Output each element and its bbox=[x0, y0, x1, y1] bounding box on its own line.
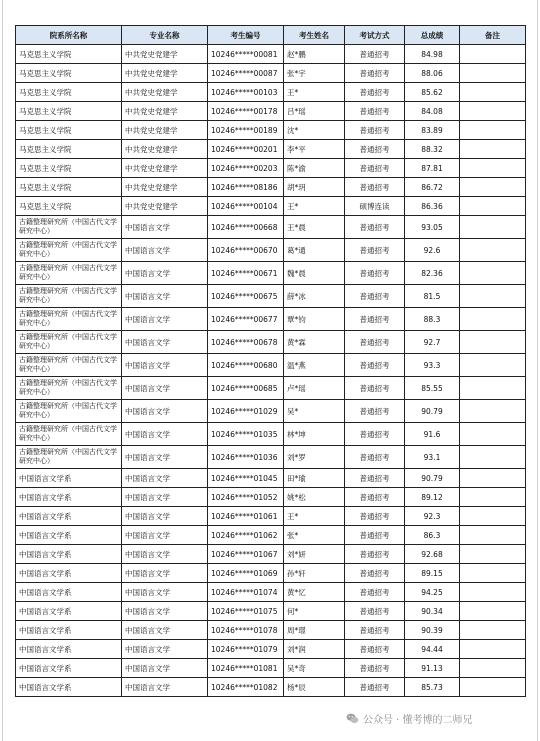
cell-major: 中共党史党建学 bbox=[122, 83, 208, 102]
cell-exam-method: 普通招考 bbox=[345, 45, 405, 64]
cell-candidate-name: 王* bbox=[284, 83, 345, 102]
cell-candidate-id: 10246*****00104 bbox=[208, 197, 284, 216]
cell-department: 马克思主义学院 bbox=[16, 178, 122, 197]
cell-remarks bbox=[460, 45, 526, 64]
cell-candidate-id: 10246*****00189 bbox=[208, 121, 284, 140]
cell-exam-method: 普通招考 bbox=[345, 64, 405, 83]
cell-total-score: 90.79 bbox=[405, 400, 460, 423]
cell-major: 中国语言文学 bbox=[122, 354, 208, 377]
cell-department: 古籍整理研究所（中国古代文学研究中心） bbox=[16, 262, 122, 285]
table-row bbox=[16, 526, 526, 545]
cell-total-score: 86.3 bbox=[405, 526, 460, 545]
cell-candidate-name: 王* bbox=[284, 507, 345, 526]
table-row bbox=[16, 564, 526, 583]
cell-total-score: 90.79 bbox=[405, 469, 460, 488]
cell-remarks bbox=[460, 583, 526, 602]
cell-major: 中共党史党建学 bbox=[122, 102, 208, 121]
cell-total-score: 86.36 bbox=[405, 197, 460, 216]
cell-candidate-name: 周*璟 bbox=[284, 621, 345, 640]
cell-remarks bbox=[460, 678, 526, 697]
table-row bbox=[16, 423, 526, 446]
table-row bbox=[16, 239, 526, 262]
cell-exam-method: 普通招考 bbox=[345, 216, 405, 239]
cell-candidate-id: 10246*****00081 bbox=[208, 45, 284, 64]
cell-major: 中国语言文学 bbox=[122, 331, 208, 354]
cell-major: 中国语言文学 bbox=[122, 446, 208, 469]
cell-major: 中国语言文学 bbox=[122, 564, 208, 583]
cell-major: 中国语言文学 bbox=[122, 507, 208, 526]
cell-candidate-id: 10246*****01081 bbox=[208, 659, 284, 678]
cell-candidate-name: 沈* bbox=[284, 121, 345, 140]
cell-total-score: 81.5 bbox=[405, 285, 460, 308]
cell-department: 中国语言文学系 bbox=[16, 678, 122, 697]
cell-candidate-id: 10246*****00680 bbox=[208, 354, 284, 377]
cell-total-score: 93.3 bbox=[405, 354, 460, 377]
table-row bbox=[16, 285, 526, 308]
cell-exam-method: 普通招考 bbox=[345, 377, 405, 400]
cell-major: 中国语言文学 bbox=[122, 308, 208, 331]
table-row bbox=[16, 102, 526, 121]
cell-candidate-id: 10246*****00677 bbox=[208, 308, 284, 331]
cell-department: 中国语言文学系 bbox=[16, 469, 122, 488]
cell-remarks bbox=[460, 659, 526, 678]
cell-candidate-id: 10246*****01082 bbox=[208, 678, 284, 697]
table-row bbox=[16, 621, 526, 640]
cell-remarks bbox=[460, 121, 526, 140]
table-row bbox=[16, 140, 526, 159]
cell-total-score: 88.3 bbox=[405, 308, 460, 331]
cell-major: 中国语言文学 bbox=[122, 423, 208, 446]
cell-exam-method: 普通招考 bbox=[345, 121, 405, 140]
cell-department: 中国语言文学系 bbox=[16, 640, 122, 659]
cell-total-score: 87.81 bbox=[405, 159, 460, 178]
cell-remarks bbox=[460, 216, 526, 239]
header-major: 专业名称 bbox=[122, 26, 208, 45]
cell-exam-method: 硕博连读 bbox=[345, 197, 405, 216]
cell-department: 古籍整理研究所（中国古代文学研究中心） bbox=[16, 423, 122, 446]
table-header-row bbox=[16, 26, 526, 45]
cell-candidate-name: 王*晨 bbox=[284, 216, 345, 239]
cell-total-score: 91.6 bbox=[405, 423, 460, 446]
cell-candidate-id: 10246*****01067 bbox=[208, 545, 284, 564]
cell-candidate-id: 10246*****01074 bbox=[208, 583, 284, 602]
cell-candidate-name: 吴*奇 bbox=[284, 659, 345, 678]
table-row bbox=[16, 262, 526, 285]
cell-major: 中国语言文学 bbox=[122, 545, 208, 564]
cell-major: 中国语言文学 bbox=[122, 678, 208, 697]
table-row bbox=[16, 659, 526, 678]
cell-total-score: 84.08 bbox=[405, 102, 460, 121]
table-row bbox=[16, 216, 526, 239]
cell-candidate-id: 10246*****01069 bbox=[208, 564, 284, 583]
cell-exam-method: 普通招考 bbox=[345, 331, 405, 354]
cell-department: 马克思主义学院 bbox=[16, 140, 122, 159]
cell-remarks bbox=[460, 140, 526, 159]
cell-candidate-name: 姚*松 bbox=[284, 488, 345, 507]
cell-candidate-id: 10246*****00201 bbox=[208, 140, 284, 159]
cell-major: 中国语言文学 bbox=[122, 216, 208, 239]
cell-candidate-name: 张*宇 bbox=[284, 64, 345, 83]
cell-exam-method: 普通招考 bbox=[345, 659, 405, 678]
table-row bbox=[16, 178, 526, 197]
cell-remarks bbox=[460, 423, 526, 446]
cell-remarks bbox=[460, 377, 526, 400]
cell-major: 中国语言文学 bbox=[122, 583, 208, 602]
cell-remarks bbox=[460, 446, 526, 469]
cell-candidate-id: 10246*****00668 bbox=[208, 216, 284, 239]
cell-major: 中国语言文学 bbox=[122, 488, 208, 507]
cell-remarks bbox=[460, 102, 526, 121]
cell-major: 中国语言文学 bbox=[122, 262, 208, 285]
table-row bbox=[16, 469, 526, 488]
cell-candidate-id: 10246*****01052 bbox=[208, 488, 284, 507]
cell-exam-method: 普通招考 bbox=[345, 83, 405, 102]
cell-department: 中国语言文学系 bbox=[16, 621, 122, 640]
cell-total-score: 85.55 bbox=[405, 377, 460, 400]
cell-remarks bbox=[460, 285, 526, 308]
cell-candidate-id: 10246*****00675 bbox=[208, 285, 284, 308]
cell-total-score: 92.68 bbox=[405, 545, 460, 564]
cell-remarks bbox=[460, 83, 526, 102]
cell-major: 中国语言文学 bbox=[122, 659, 208, 678]
cell-total-score: 84.98 bbox=[405, 45, 460, 64]
cell-candidate-id: 10246*****01061 bbox=[208, 507, 284, 526]
cell-major: 中共党史党建学 bbox=[122, 197, 208, 216]
cell-exam-method: 普通招考 bbox=[345, 488, 405, 507]
cell-candidate-id: 10246*****01078 bbox=[208, 621, 284, 640]
cell-department: 古籍整理研究所（中国古代文学研究中心） bbox=[16, 377, 122, 400]
cell-total-score: 90.34 bbox=[405, 602, 460, 621]
cell-total-score: 89.12 bbox=[405, 488, 460, 507]
cell-department: 马克思主义学院 bbox=[16, 121, 122, 140]
cell-total-score: 93.1 bbox=[405, 446, 460, 469]
cell-exam-method: 普通招考 bbox=[345, 140, 405, 159]
cell-exam-method: 普通招考 bbox=[345, 354, 405, 377]
cell-exam-method: 普通招考 bbox=[345, 545, 405, 564]
cell-remarks bbox=[460, 354, 526, 377]
cell-major: 中国语言文学 bbox=[122, 602, 208, 621]
cell-total-score: 86.72 bbox=[405, 178, 460, 197]
table-row bbox=[16, 64, 526, 83]
cell-candidate-id: 10246*****00678 bbox=[208, 331, 284, 354]
table-row bbox=[16, 488, 526, 507]
cell-exam-method: 普通招考 bbox=[345, 423, 405, 446]
cell-candidate-id: 10246*****00685 bbox=[208, 377, 284, 400]
cell-department: 古籍整理研究所（中国古代文学研究中心） bbox=[16, 331, 122, 354]
cell-exam-method: 普通招考 bbox=[345, 308, 405, 331]
cell-department: 马克思主义学院 bbox=[16, 197, 122, 216]
cell-total-score: 94.25 bbox=[405, 583, 460, 602]
cell-total-score: 85.73 bbox=[405, 678, 460, 697]
cell-major: 中国语言文学 bbox=[122, 640, 208, 659]
cell-candidate-name: 陈*渝 bbox=[284, 159, 345, 178]
table-row bbox=[16, 583, 526, 602]
cell-department: 马克思主义学院 bbox=[16, 64, 122, 83]
cell-candidate-name: 薛*冰 bbox=[284, 285, 345, 308]
cell-remarks bbox=[460, 331, 526, 354]
cell-exam-method: 普通招考 bbox=[345, 239, 405, 262]
cell-major: 中国语言文学 bbox=[122, 469, 208, 488]
cell-candidate-id: 10246*****01035 bbox=[208, 423, 284, 446]
cell-department: 古籍整理研究所（中国古代文学研究中心） bbox=[16, 446, 122, 469]
cell-candidate-id: 10246*****00670 bbox=[208, 239, 284, 262]
cell-exam-method: 普通招考 bbox=[345, 507, 405, 526]
cell-remarks bbox=[460, 308, 526, 331]
cell-department: 中国语言文学系 bbox=[16, 545, 122, 564]
cell-candidate-name: 葛*通 bbox=[284, 239, 345, 262]
cell-remarks bbox=[460, 178, 526, 197]
cell-remarks bbox=[460, 545, 526, 564]
cell-exam-method: 普通招考 bbox=[345, 446, 405, 469]
cell-candidate-name: 林*坤 bbox=[284, 423, 345, 446]
cell-candidate-id: 10246*****00178 bbox=[208, 102, 284, 121]
cell-candidate-id: 10246*****01045 bbox=[208, 469, 284, 488]
cell-total-score: 92.7 bbox=[405, 331, 460, 354]
cell-exam-method: 普通招考 bbox=[345, 602, 405, 621]
cell-candidate-name: 王* bbox=[284, 197, 345, 216]
cell-remarks bbox=[460, 602, 526, 621]
cell-department: 中国语言文学系 bbox=[16, 583, 122, 602]
cell-department: 古籍整理研究所（中国古代文学研究中心） bbox=[16, 216, 122, 239]
cell-total-score: 92.3 bbox=[405, 507, 460, 526]
cell-candidate-name: 温*燕 bbox=[284, 354, 345, 377]
table-row bbox=[16, 678, 526, 697]
cell-department: 中国语言文学系 bbox=[16, 526, 122, 545]
cell-total-score: 89.15 bbox=[405, 564, 460, 583]
cell-major: 中国语言文学 bbox=[122, 400, 208, 423]
table-row bbox=[16, 83, 526, 102]
cell-total-score: 92.6 bbox=[405, 239, 460, 262]
cell-major: 中共党史党建学 bbox=[122, 64, 208, 83]
table-row bbox=[16, 446, 526, 469]
cell-major: 中共党史党建学 bbox=[122, 178, 208, 197]
cell-department: 马克思主义学院 bbox=[16, 83, 122, 102]
cell-major: 中国语言文学 bbox=[122, 377, 208, 400]
cell-major: 中国语言文学 bbox=[122, 285, 208, 308]
cell-department: 古籍整理研究所（中国古代文学研究中心） bbox=[16, 400, 122, 423]
cell-exam-method: 普通招考 bbox=[345, 678, 405, 697]
cell-exam-method: 普通招考 bbox=[345, 564, 405, 583]
cell-major: 中共党史党建学 bbox=[122, 121, 208, 140]
cell-major: 中共党史党建学 bbox=[122, 45, 208, 64]
cell-major: 中国语言文学 bbox=[122, 621, 208, 640]
cell-exam-method: 普通招考 bbox=[345, 621, 405, 640]
cell-department: 中国语言文学系 bbox=[16, 488, 122, 507]
page-edge-left bbox=[2, 0, 3, 741]
cell-candidate-name: 黄*霖 bbox=[284, 331, 345, 354]
cell-remarks bbox=[460, 400, 526, 423]
cell-total-score: 88.32 bbox=[405, 140, 460, 159]
cell-candidate-id: 10246*****01062 bbox=[208, 526, 284, 545]
cell-total-score: 90.39 bbox=[405, 621, 460, 640]
cell-department: 马克思主义学院 bbox=[16, 45, 122, 64]
cell-remarks bbox=[460, 239, 526, 262]
cell-candidate-name: 刘*罗 bbox=[284, 446, 345, 469]
cell-major: 中国语言文学 bbox=[122, 239, 208, 262]
watermark bbox=[346, 709, 473, 727]
cell-exam-method: 普通招考 bbox=[345, 583, 405, 602]
table-row bbox=[16, 197, 526, 216]
cell-remarks bbox=[460, 197, 526, 216]
table-row bbox=[16, 331, 526, 354]
cell-candidate-name: 孙*轩 bbox=[284, 564, 345, 583]
cell-major: 中共党史党建学 bbox=[122, 159, 208, 178]
cell-exam-method: 普通招考 bbox=[345, 285, 405, 308]
cell-total-score: 82.36 bbox=[405, 262, 460, 285]
cell-total-score: 91.13 bbox=[405, 659, 460, 678]
header-total-score: 总成绩 bbox=[405, 26, 460, 45]
table-row bbox=[16, 640, 526, 659]
cell-candidate-name: 田*瑜 bbox=[284, 469, 345, 488]
cell-candidate-name: 杨*辰 bbox=[284, 678, 345, 697]
cell-candidate-id: 10246*****01036 bbox=[208, 446, 284, 469]
cell-total-score: 83.89 bbox=[405, 121, 460, 140]
cell-department: 马克思主义学院 bbox=[16, 159, 122, 178]
table-row bbox=[16, 602, 526, 621]
cell-exam-method: 普通招考 bbox=[345, 159, 405, 178]
cell-candidate-id: 10246*****01079 bbox=[208, 640, 284, 659]
cell-candidate-name: 赵*鹏 bbox=[284, 45, 345, 64]
cell-candidate-name: 刘*妍 bbox=[284, 545, 345, 564]
table-row bbox=[16, 507, 526, 526]
cell-exam-method: 普通招考 bbox=[345, 262, 405, 285]
cell-candidate-id: 10246*****01075 bbox=[208, 602, 284, 621]
cell-candidate-name: 吕*瑶 bbox=[284, 102, 345, 121]
cell-department: 中国语言文学系 bbox=[16, 507, 122, 526]
cell-exam-method: 普通招考 bbox=[345, 400, 405, 423]
wechat-icon bbox=[346, 712, 359, 725]
table-row bbox=[16, 121, 526, 140]
table-row bbox=[16, 377, 526, 400]
cell-remarks bbox=[460, 564, 526, 583]
cell-candidate-id: 10246*****00203 bbox=[208, 159, 284, 178]
cell-candidate-name: 胡*玥 bbox=[284, 178, 345, 197]
header-department: 院系所名称 bbox=[16, 26, 122, 45]
cell-exam-method: 普通招考 bbox=[345, 469, 405, 488]
table-row bbox=[16, 308, 526, 331]
cell-candidate-id: 10246*****08186 bbox=[208, 178, 284, 197]
cell-remarks bbox=[460, 64, 526, 83]
cell-total-score: 94.44 bbox=[405, 640, 460, 659]
table-body bbox=[16, 45, 526, 697]
cell-department: 古籍整理研究所（中国古代文学研究中心） bbox=[16, 354, 122, 377]
cell-candidate-id: 10246*****00671 bbox=[208, 262, 284, 285]
table-row bbox=[16, 45, 526, 64]
cell-exam-method: 普通招考 bbox=[345, 178, 405, 197]
cell-candidate-id: 10246*****01029 bbox=[208, 400, 284, 423]
cell-exam-method: 普通招考 bbox=[345, 526, 405, 545]
cell-total-score: 85.62 bbox=[405, 83, 460, 102]
cell-major: 中共党史党建学 bbox=[122, 140, 208, 159]
table-row bbox=[16, 354, 526, 377]
cell-remarks bbox=[460, 262, 526, 285]
cell-department: 古籍整理研究所（中国古代文学研究中心） bbox=[16, 285, 122, 308]
cell-total-score: 93.05 bbox=[405, 216, 460, 239]
cell-candidate-name: 刘*润 bbox=[284, 640, 345, 659]
cell-candidate-name: 吴* bbox=[284, 400, 345, 423]
cell-department: 中国语言文学系 bbox=[16, 602, 122, 621]
cell-candidate-id: 10246*****00087 bbox=[208, 64, 284, 83]
table-row bbox=[16, 545, 526, 564]
cell-candidate-name: 李*平 bbox=[284, 140, 345, 159]
cell-department: 古籍整理研究所（中国古代文学研究中心） bbox=[16, 308, 122, 331]
header-exam-method: 考试方式 bbox=[345, 26, 405, 45]
header-remarks: 备注 bbox=[460, 26, 526, 45]
cell-remarks bbox=[460, 488, 526, 507]
cell-remarks bbox=[460, 621, 526, 640]
cell-total-score: 88.06 bbox=[405, 64, 460, 83]
cell-remarks bbox=[460, 526, 526, 545]
cell-major: 中国语言文学 bbox=[122, 526, 208, 545]
cell-remarks bbox=[460, 507, 526, 526]
cell-candidate-name: 覃*钧 bbox=[284, 308, 345, 331]
cell-candidate-name: 何* bbox=[284, 602, 345, 621]
cell-department: 古籍整理研究所（中国古代文学研究中心） bbox=[16, 239, 122, 262]
table-row bbox=[16, 159, 526, 178]
header-candidate-name: 考生姓名 bbox=[284, 26, 345, 45]
cell-department: 马克思主义学院 bbox=[16, 102, 122, 121]
cell-department: 中国语言文学系 bbox=[16, 564, 122, 583]
cell-candidate-name: 魏*晨 bbox=[284, 262, 345, 285]
cell-exam-method: 普通招考 bbox=[345, 102, 405, 121]
cell-department: 中国语言文学系 bbox=[16, 659, 122, 678]
watermark-text: 公众号 · 懂考博的二师兄 bbox=[363, 714, 473, 726]
score-table bbox=[15, 25, 526, 697]
cell-candidate-id: 10246*****00103 bbox=[208, 83, 284, 102]
header-candidate-id: 考生编号 bbox=[208, 26, 284, 45]
page-edge-right bbox=[537, 0, 538, 741]
cell-remarks bbox=[460, 469, 526, 488]
cell-candidate-name: 黄*忆 bbox=[284, 583, 345, 602]
cell-candidate-name: 卢*瑶 bbox=[284, 377, 345, 400]
cell-candidate-name: 张* bbox=[284, 526, 345, 545]
cell-remarks bbox=[460, 640, 526, 659]
table-row bbox=[16, 400, 526, 423]
cell-remarks bbox=[460, 159, 526, 178]
cell-exam-method: 普通招考 bbox=[345, 640, 405, 659]
